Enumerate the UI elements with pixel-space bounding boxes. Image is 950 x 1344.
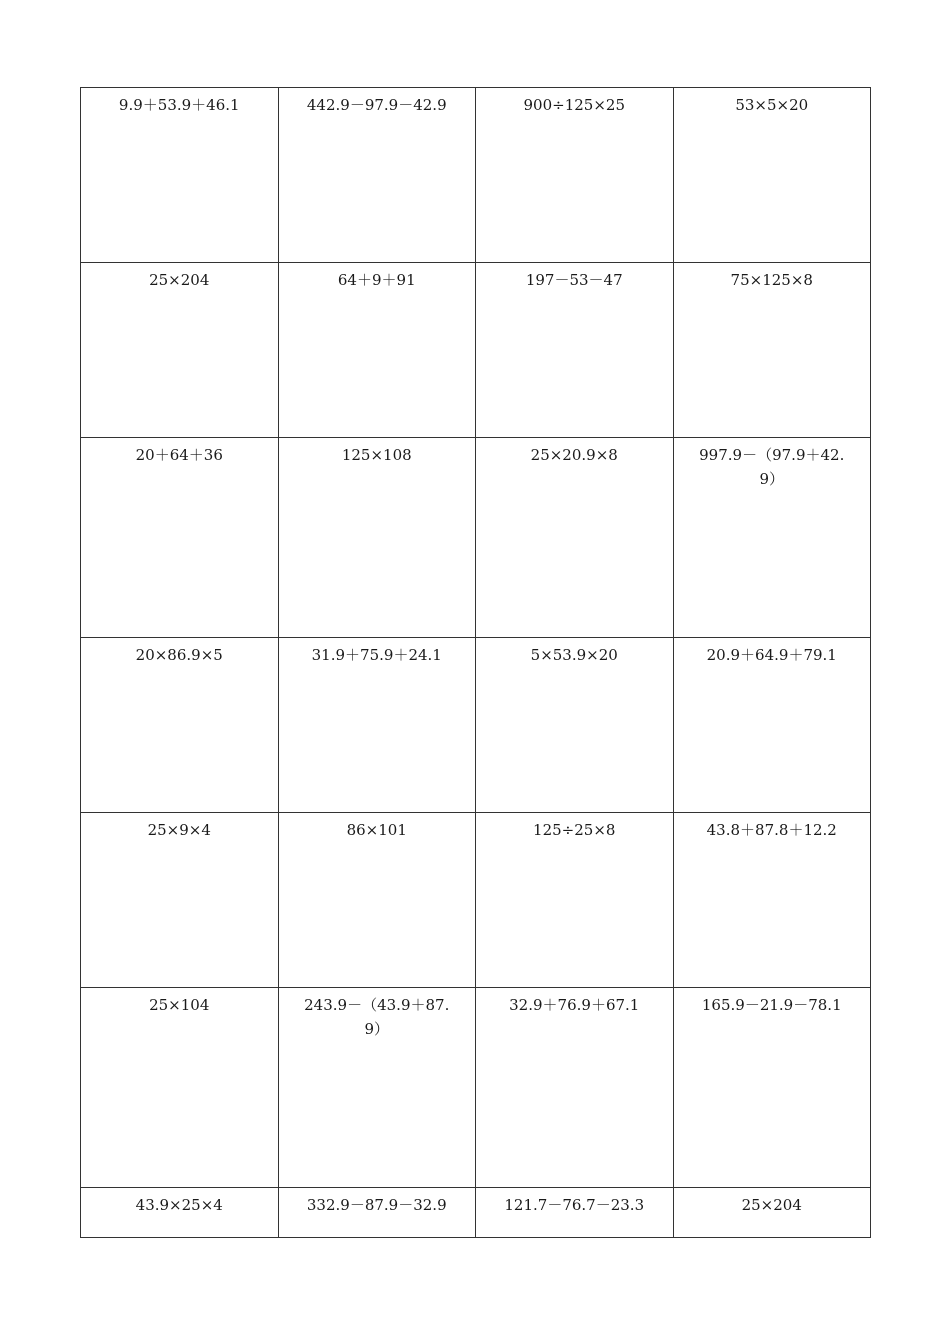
problem-cell: 32.9＋76.9＋67.1 xyxy=(476,988,674,1188)
problem-cell: 197－53－47 xyxy=(476,263,674,438)
problem-cell: 43.8＋87.8＋12.2 xyxy=(673,813,871,988)
problem-cell: 125÷25×8 xyxy=(476,813,674,988)
problem-cell: 9.9＋53.9＋46.1 xyxy=(81,88,279,263)
problem-cell: 900÷125×25 xyxy=(476,88,674,263)
problem-cell: 25×20.9×8 xyxy=(476,438,674,638)
table-row xyxy=(81,988,871,1188)
problem-cell: 121.7－76.7－23.3 xyxy=(476,1188,674,1238)
table-row xyxy=(81,438,871,638)
problem-cell: 332.9－87.9－32.9 xyxy=(278,1188,476,1238)
table-row xyxy=(81,813,871,988)
calculation-worksheet-table xyxy=(80,87,871,1238)
problem-cell: 243.9－（43.9＋87.9） xyxy=(278,988,476,1188)
problem-cell: 31.9＋75.9＋24.1 xyxy=(278,638,476,813)
table-row xyxy=(81,88,871,263)
problem-cell: 86×101 xyxy=(278,813,476,988)
problem-cell: 43.9×25×4 xyxy=(81,1188,279,1238)
problem-cell: 20×86.9×5 xyxy=(81,638,279,813)
problem-cell: 53×5×20 xyxy=(673,88,871,263)
problem-cell: 442.9－97.9－42.9 xyxy=(278,88,476,263)
problem-cell: 64＋9＋91 xyxy=(278,263,476,438)
table-row xyxy=(81,263,871,438)
problem-cell: 25×204 xyxy=(81,263,279,438)
problem-cell: 5×53.9×20 xyxy=(476,638,674,813)
problem-cell: 75×125×8 xyxy=(673,263,871,438)
problem-cell: 997.9－（97.9＋42.9） xyxy=(673,438,871,638)
problem-cell: 165.9－21.9－78.1 xyxy=(673,988,871,1188)
table-row xyxy=(81,638,871,813)
problem-cell: 125×108 xyxy=(278,438,476,638)
problem-cell: 25×104 xyxy=(81,988,279,1188)
problem-cell: 25×9×4 xyxy=(81,813,279,988)
problem-cell: 20.9＋64.9＋79.1 xyxy=(673,638,871,813)
table-row xyxy=(81,1188,871,1238)
problem-cell: 20＋64＋36 xyxy=(81,438,279,638)
problem-cell: 25×204 xyxy=(673,1188,871,1238)
